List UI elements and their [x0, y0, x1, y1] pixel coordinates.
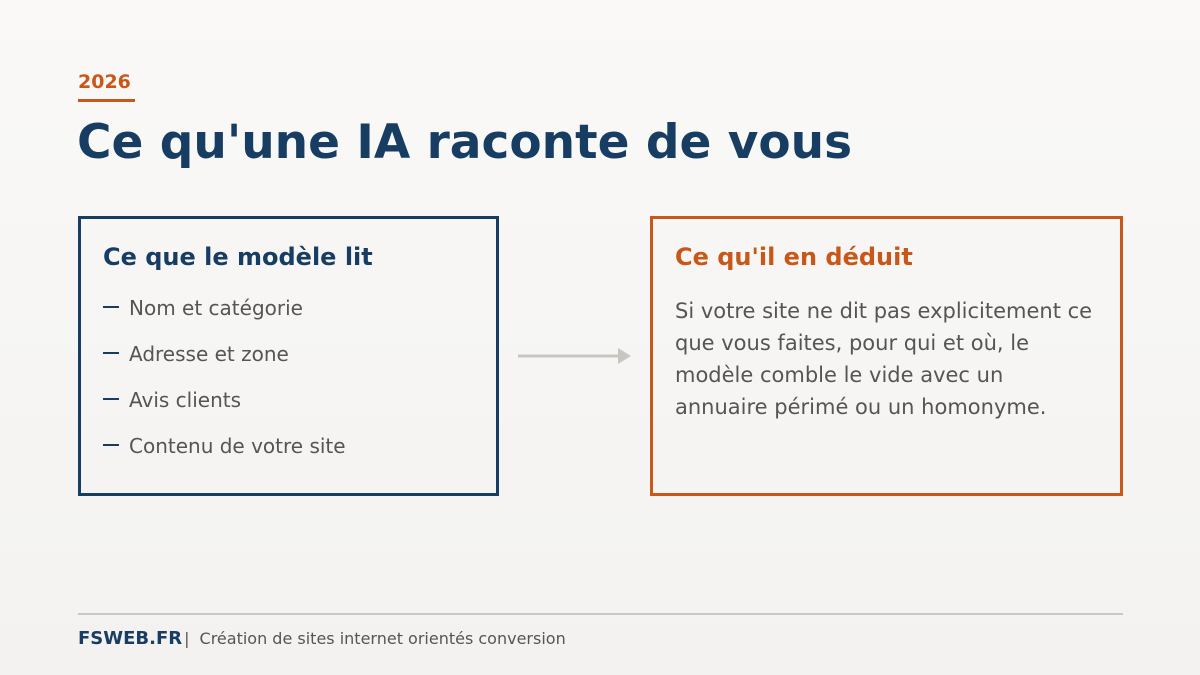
model-deduces-text: Si votre site ne dit pas explicitement ce que vous faites, pour qui et où, le modèle comble le vide avec un annuaire périmé ou un homonyme. [675, 299, 1093, 419]
list-item [103, 385, 346, 415]
footer [78, 628, 566, 649]
dash-bullet-icon [103, 306, 119, 308]
footer-tagline: Création de sites internet orientés conversion [199, 629, 566, 648]
model-deduces-heading: Ce qu'il en déduit [675, 243, 913, 271]
list-item [103, 339, 346, 369]
footer-divider [78, 613, 1123, 615]
list-item-label: Adresse et zone [129, 342, 289, 366]
list-item [103, 293, 346, 323]
list-item-label: Contenu de votre site [129, 434, 346, 458]
eyebrow-underline [78, 99, 135, 102]
model-reads-list [103, 293, 346, 477]
dash-bullet-icon [103, 398, 119, 400]
arrow-right-icon [518, 347, 632, 365]
model-deduces-card [650, 216, 1123, 496]
dash-bullet-icon [103, 444, 119, 446]
model-reads-card [78, 216, 499, 496]
list-item-label: Avis clients [129, 388, 242, 412]
page-title: Ce qu'une IA raconte de vous [77, 115, 853, 170]
list-item-label: Nom et catégorie [129, 296, 303, 320]
model-reads-heading: Ce que le modèle lit [103, 243, 373, 271]
brand-name: FSWEB.FR [78, 628, 183, 649]
dash-bullet-icon [103, 352, 119, 354]
year-eyebrow: 2026 [78, 71, 131, 93]
list-item [103, 431, 346, 461]
footer-separator: | [184, 629, 190, 648]
